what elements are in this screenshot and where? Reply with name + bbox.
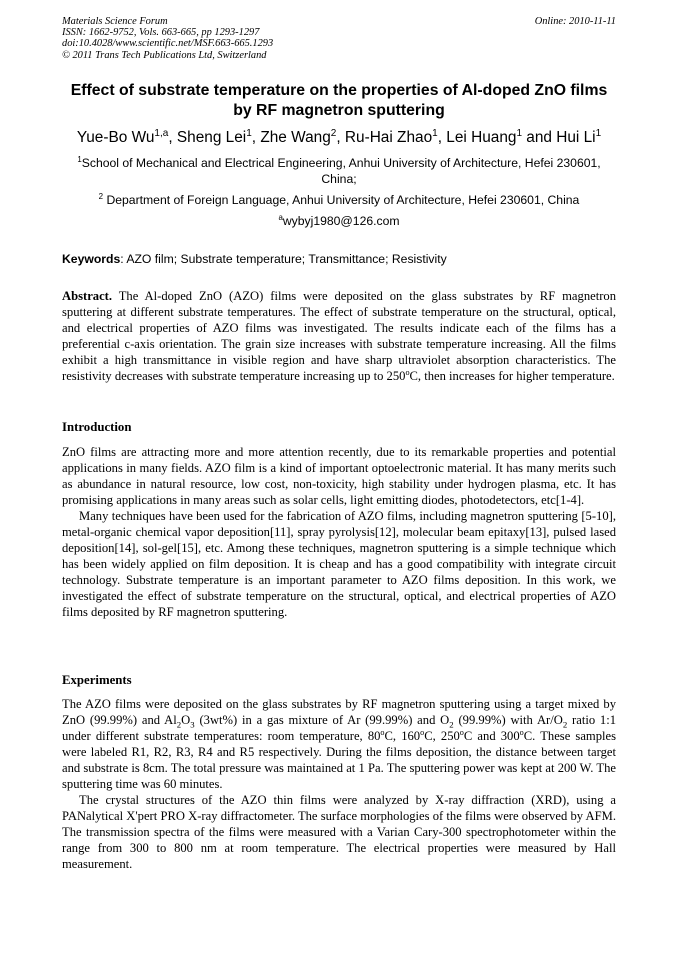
author-name: Sheng Lei	[176, 129, 247, 146]
author-affil-sup: 2	[330, 127, 337, 139]
affiliation-1	[62, 155, 616, 187]
author-separator: ,	[251, 129, 261, 146]
journal-name: Materials Science Forum	[62, 16, 168, 27]
author-email	[62, 213, 616, 229]
title-line-2: by RF magnetron sputtering	[233, 101, 445, 119]
experiments-body	[62, 696, 616, 872]
journal-copyright: © 2011 Trans Tech Publications Ltd, Switzerland	[62, 49, 267, 61]
title-line-1: Effect of substrate temperature on the properties of Al-doped ZnO films	[70, 82, 608, 99]
abstract-text-end: C, then increases for higher temperature.	[409, 369, 615, 383]
author-and: and	[522, 129, 557, 146]
affiliation-sup: 2	[98, 191, 104, 201]
online-date: Online: 2010-11-11	[534, 16, 616, 27]
affiliation-text: School of Mechanical and Electrical Engineering, Anhui University of Architecture, Hefei 230601, China;	[81, 156, 601, 186]
author-name: Hui Li	[556, 129, 596, 146]
author-separator: ,	[437, 129, 447, 146]
experiments-paragraph-2: The crystal structures of the AZO thin films were analyzed by X-ray diffraction (XRD), using a PANalytical X'pert PRO X-ray diffractometer. The surface morphologies of the films were observed by AFM. The transmission spectra of the films were measured with a Varian Cary-300 spectrophotometer within the range from 300 to 800 nm at room temperature. The electrical properties were measured by Hall measurement.	[62, 793, 616, 871]
journal-issn: ISSN: 1662-9752, Vols. 663-665, pp 1293-1297	[62, 27, 260, 39]
author-affil-sup: 1	[432, 127, 438, 139]
author-separator: ,	[168, 129, 177, 146]
author-separator: ,	[336, 129, 345, 146]
keywords	[62, 251, 616, 267]
journal-header	[62, 16, 616, 61]
affiliation-2	[62, 192, 616, 208]
keywords-label: Keywords	[62, 252, 121, 266]
author-name: Yue-Bo Wu	[76, 129, 155, 146]
affiliation-text: Department of Foreign Language, Anhui University of Architecture, Hefei 230601, China	[103, 193, 580, 207]
section-heading-experiments: Experiments	[62, 673, 132, 687]
affiliation-sup: 1	[77, 154, 82, 164]
abstract	[62, 288, 616, 384]
introduction-paragraph-2: Many techniques have been used for the fabrication of AZO films, including magnetron sputtering [5-10], metal-organic chemical vapor deposition[11], spray pyrolysis[12], molecular beam epitaxy[13], pulsed lased deposition[14], sol-gel[15], etc. Among these techniques, magnetron sputtering is a simple technique which has been widely applied on film deposition. It is cheap and has a good compatibility with integrate circuit technology. Substrate temperature is an important parameter to AZO films deposition. In this work, we investigated the effect of substrate temperature on the structural, optical, and electrical properties of AZO films deposited by RF magnetron sputtering.	[62, 509, 616, 619]
author-name: Lei Huang	[446, 129, 517, 146]
abstract-text: The Al-doped ZnO (AZO) films were deposited on the glass substrates by RF magnetron sputtering at different substrate temperatures. The effect of substrate temperature on the structural, optical, and electrical properties of AZO films was investigated. The results indicate each of the films has a preferential c-axis orientation. The grain size increases with substrate temperature increasing. All the films exhibit a high transmittance in visible region and have sharp ultraviolet absorption characteristics. The resistivity decreases with substrate temperature increasing up to 250	[62, 289, 616, 383]
email-sup: a	[278, 212, 283, 222]
introduction-paragraph-1: ZnO films are attracting more and more attention recently, due to its remarkable properties and potential applications in many fields. AZO film is a kind of important optoelectronic material. It has many merits such as abundance in natural resource, low cost, non-toxicity, high stability under hydrogen plasma, etc. It has promising applications in many areas such as solar cells, light emitting diodes, photodetectors, etc[1-4].	[62, 445, 616, 507]
author-affil-sup: 1,a	[154, 127, 169, 139]
section-heading-introduction: Introduction	[62, 420, 132, 434]
paper-title	[62, 81, 616, 120]
degree-sup: o	[405, 367, 410, 377]
author-affil-sup: 1	[595, 127, 602, 139]
journal-doi: doi:10.4028/www.scientific.net/MSF.663-665.1293	[62, 38, 274, 50]
abstract-label: Abstract.	[62, 289, 113, 303]
author-list	[40, 129, 638, 147]
introduction-body	[62, 444, 616, 620]
author-name: Ru-Hai Zhao	[344, 129, 433, 146]
keywords-text: : AZO film; Substrate temperature; Transmittance; Resistivity	[120, 252, 447, 266]
author-affil-sup: 1	[246, 127, 252, 139]
author-name: Zhe Wang	[260, 129, 331, 146]
email-text: wybyj1980@126.com	[282, 214, 400, 228]
experiments-paragraph-1: The AZO films were deposited on the glass substrates by RF magnetron sputtering using a target mixed by ZnO (99.99%) and $Al_2O_3$ (3wt%) in a gas mixture of Ar (99.99%) and $O_2$ (99.99%) with $Ar/O_2$ ratio 1:1 under different substrate temperatures: room temperature, 80$^o$C, 160$^o$C, 250$^o$C and 300$^o$C. These samples were labeled R1, R2, R3, R4 and R5 respectively. During the films deposition, the distance between target and substrate is 8cm. The total pressure was maintained at 1 Pa. The sputtering power was kept at 200 W. The sputtering time was 60 minutes.	[62, 697, 617, 791]
author-affil-sup: 1	[516, 127, 522, 139]
